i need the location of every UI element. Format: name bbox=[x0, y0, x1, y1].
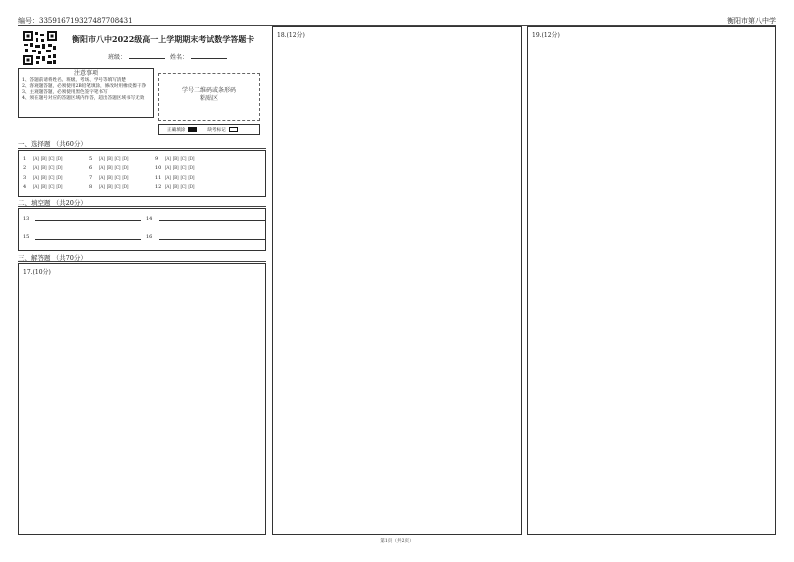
option-bubble[interactable]: [A] bbox=[99, 174, 105, 180]
section-divider bbox=[18, 261, 266, 262]
question-number: 2 bbox=[23, 165, 27, 172]
marking-legend bbox=[158, 124, 260, 135]
option-bubble[interactable]: [C] bbox=[180, 155, 187, 161]
answer-area-q19[interactable] bbox=[527, 26, 776, 535]
option-bubble[interactable]: [B] bbox=[40, 184, 47, 190]
sticker-label: 学号二维码或条形码 bbox=[181, 87, 236, 94]
fill-question-number: 14 bbox=[146, 216, 153, 222]
notice-line: 4、须在题号对应的答题区域内作答，超出答题区域书写无效 bbox=[22, 96, 145, 101]
notice-heading: 注意事项 bbox=[73, 70, 98, 77]
option-bubble[interactable]: [B] bbox=[106, 165, 113, 171]
question-number: 6 bbox=[89, 165, 93, 172]
option-bubble[interactable]: [A] bbox=[99, 165, 105, 171]
question-label: 19.(12分) bbox=[532, 32, 560, 39]
serial-number: 编号：335916719327487708431 bbox=[18, 17, 133, 25]
class-field[interactable] bbox=[129, 53, 165, 59]
name-field[interactable] bbox=[191, 53, 227, 59]
mc-question[interactable] bbox=[155, 156, 221, 162]
mc-row bbox=[23, 183, 265, 193]
school-name: 衡阳市第八中学 bbox=[727, 17, 776, 25]
mc-question[interactable] bbox=[89, 165, 155, 171]
option-bubble[interactable]: [B] bbox=[106, 184, 113, 190]
mc-row bbox=[23, 164, 265, 174]
question-number: 7 bbox=[89, 174, 93, 181]
option-bubble[interactable]: [D] bbox=[188, 174, 195, 180]
option-bubble[interactable]: [C] bbox=[48, 165, 55, 171]
option-bubble[interactable]: [C] bbox=[180, 184, 187, 190]
option-bubble[interactable]: [C] bbox=[114, 155, 121, 161]
option-bubble[interactable]: [A] bbox=[33, 184, 39, 190]
mc-question[interactable] bbox=[155, 165, 221, 171]
option-bubble[interactable]: [B] bbox=[172, 165, 179, 171]
option-bubble[interactable]: [B] bbox=[106, 155, 113, 161]
option-bubble[interactable]: [C] bbox=[48, 174, 55, 180]
mc-question[interactable] bbox=[155, 175, 221, 181]
option-bubble[interactable]: [D] bbox=[122, 184, 129, 190]
name-row bbox=[108, 52, 230, 61]
answer-line[interactable] bbox=[159, 220, 265, 221]
correct-fill-label: 正确填涂 bbox=[167, 127, 186, 133]
option-bubble[interactable]: [A] bbox=[99, 184, 105, 190]
option-bubble[interactable]: [C] bbox=[114, 174, 121, 180]
section-divider bbox=[18, 206, 266, 207]
answer-line[interactable] bbox=[159, 239, 265, 240]
answer-line[interactable] bbox=[35, 239, 141, 240]
option-bubble[interactable]: [C] bbox=[114, 165, 121, 171]
option-bubble[interactable]: [D] bbox=[122, 174, 129, 180]
answer-area-q17[interactable] bbox=[18, 263, 266, 535]
option-bubble[interactable]: [B] bbox=[40, 155, 47, 161]
option-bubble[interactable]: [B] bbox=[172, 184, 179, 190]
fill-blank-box bbox=[18, 208, 266, 251]
fill-question-number: 16 bbox=[146, 234, 153, 240]
option-bubble[interactable]: [D] bbox=[56, 155, 63, 161]
option-bubble[interactable]: [C] bbox=[114, 184, 121, 190]
mc-question[interactable] bbox=[23, 175, 89, 181]
option-bubble[interactable]: [A] bbox=[33, 165, 39, 171]
option-bubble[interactable]: [C] bbox=[180, 165, 187, 171]
option-bubble[interactable]: [B] bbox=[172, 155, 179, 161]
sticker-sublabel: 粘贴区 bbox=[199, 95, 218, 102]
option-bubble[interactable]: [B] bbox=[106, 174, 113, 180]
notice-box bbox=[18, 68, 154, 118]
question-number: 8 bbox=[89, 184, 93, 191]
option-bubble[interactable]: [A] bbox=[165, 184, 171, 190]
question-number: 10 bbox=[155, 165, 162, 172]
question-number: 11 bbox=[155, 174, 162, 181]
option-bubble[interactable]: [C] bbox=[180, 174, 187, 180]
option-bubble[interactable]: [D] bbox=[188, 165, 195, 171]
qr-code-icon bbox=[22, 30, 58, 66]
mc-question[interactable] bbox=[89, 175, 155, 181]
option-bubble[interactable]: [D] bbox=[188, 184, 195, 190]
fill-question-number: 15 bbox=[23, 234, 30, 240]
option-bubble[interactable]: [C] bbox=[48, 184, 55, 190]
option-bubble[interactable]: [A] bbox=[33, 174, 39, 180]
filled-mark-icon bbox=[188, 127, 197, 132]
question-number: 4 bbox=[23, 184, 27, 191]
question-label: 18.(12分) bbox=[277, 32, 305, 39]
option-bubble[interactable]: [A] bbox=[165, 155, 171, 161]
mc-question[interactable] bbox=[23, 165, 89, 171]
mc-question[interactable] bbox=[23, 156, 89, 162]
card-title: 衡阳市八中2022级高一上学期期末考试数学答题卡 bbox=[72, 34, 255, 44]
mc-question[interactable] bbox=[155, 184, 221, 190]
section-heading-fill: 二、填空题 （共20分） bbox=[18, 199, 87, 207]
section-divider bbox=[18, 148, 266, 149]
option-bubble[interactable]: [A] bbox=[165, 174, 171, 180]
question-number: 9 bbox=[155, 155, 159, 162]
option-bubble[interactable]: [A] bbox=[33, 155, 39, 161]
mc-question[interactable] bbox=[89, 156, 155, 162]
class-label: 班级： bbox=[108, 54, 127, 61]
section-heading-essay: 三、解答题 （共70分） bbox=[18, 254, 87, 262]
multiple-choice-box bbox=[18, 150, 266, 197]
mc-question[interactable] bbox=[23, 184, 89, 190]
notice-line: 2、客观题答题，必须使用2B铅笔填涂，修改时用橡皮擦干净 bbox=[22, 84, 147, 89]
mc-row bbox=[23, 154, 265, 164]
barcode-sticker-area bbox=[158, 73, 260, 121]
fill-question-number: 13 bbox=[23, 216, 30, 222]
option-bubble[interactable]: [A] bbox=[99, 155, 105, 161]
mc-question[interactable] bbox=[89, 184, 155, 190]
section-heading-mc: 一、选择题 （共60分） bbox=[18, 140, 87, 148]
answer-area-q18[interactable] bbox=[272, 26, 522, 535]
question-number: 1 bbox=[23, 155, 27, 162]
question-number: 3 bbox=[23, 174, 27, 181]
absent-checkbox[interactable] bbox=[229, 127, 238, 132]
option-bubble[interactable]: [D] bbox=[188, 155, 195, 161]
option-bubble[interactable]: [B] bbox=[172, 174, 179, 180]
option-bubble[interactable]: [B] bbox=[40, 165, 47, 171]
option-bubble[interactable]: [D] bbox=[56, 174, 63, 180]
absent-mark-label: 缺考标记 bbox=[207, 127, 226, 133]
name-label: 姓名： bbox=[169, 54, 188, 61]
answer-line[interactable] bbox=[35, 220, 141, 221]
option-bubble[interactable]: [C] bbox=[48, 155, 55, 161]
option-bubble[interactable]: [B] bbox=[40, 174, 47, 180]
option-bubble[interactable]: [D] bbox=[56, 184, 63, 190]
notice-line: 1、答题前请将姓名、班级、考场、学号等填写清楚 bbox=[22, 78, 126, 83]
option-bubble[interactable]: [D] bbox=[122, 165, 129, 171]
option-bubble[interactable]: [D] bbox=[122, 155, 129, 161]
question-number: 5 bbox=[89, 155, 93, 162]
mc-row bbox=[23, 173, 265, 183]
page-number: 第1页（共2页） bbox=[380, 539, 414, 544]
option-bubble[interactable]: [A] bbox=[165, 165, 171, 171]
notice-line: 3、主观题答题，必须使用黑色签字笔书写 bbox=[22, 90, 108, 95]
question-number: 12 bbox=[155, 184, 162, 191]
question-label: 17.(10分) bbox=[23, 269, 51, 276]
option-bubble[interactable]: [D] bbox=[56, 165, 63, 171]
